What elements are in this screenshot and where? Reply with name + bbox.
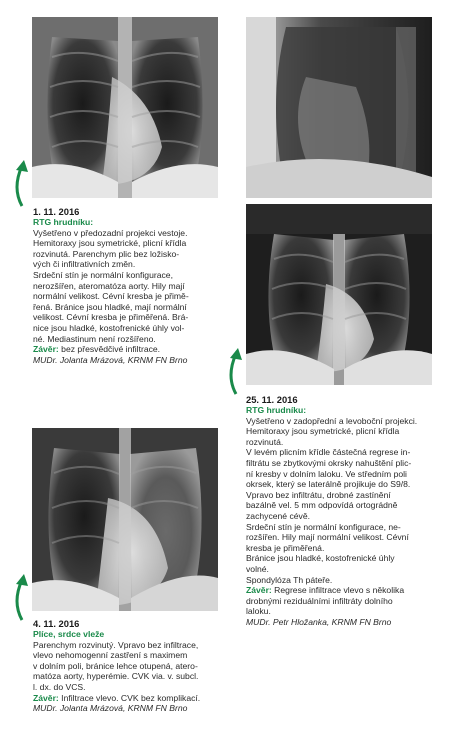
- caption-line: Hemitoraxy jsou symetrické, plicní křídla: [33, 238, 187, 249]
- caption-line: kresba je přiměřená.: [246, 542, 325, 553]
- caption-conclusion: [33, 693, 200, 704]
- caption-line: v dolním poli, bránice lehce otupená, atero-: [33, 660, 198, 671]
- caption-line: nice jsou hladké, kostofrenické úhly vol-: [33, 322, 185, 333]
- caption-line: řená. Bránice jsou hladké, mají normální: [33, 301, 187, 312]
- caption-signature: MUDr. Petr Hložanka, KRNM FN Brno: [246, 616, 392, 627]
- caption-heading: RTG hrudníku:: [33, 217, 94, 227]
- conclusion-text: Regrese infiltrace vlevo s několika: [271, 585, 405, 596]
- caption-line: nerozšířen, ateromatóza aorty. Hily mají: [33, 280, 185, 291]
- caption-line: okrsek, který se laterálně projikuje do S9/8.: [246, 479, 411, 490]
- conclusion-label: Závěr:: [33, 344, 59, 355]
- caption-line: V levém plicním křídle částečná regrese in-: [246, 447, 411, 458]
- caption-line: Vyšetřeno v zadopřední a levoboční projekci.: [246, 415, 418, 426]
- caption-line: volné.: [246, 563, 269, 574]
- caption-line: rozvinutá.: [246, 436, 284, 447]
- caption-conclusion: [246, 585, 417, 596]
- caption-line: filtrátu se zbytkovými okrsky nahuštění plic-: [246, 457, 412, 468]
- caption-line: velikost. Cévní kresba je přiměřená. Brá-: [33, 312, 189, 323]
- caption-line: Bránice jsou hladké, kostofrenické úhly: [246, 553, 395, 564]
- conclusion-text: bez přesvědčivé infiltrace.: [58, 344, 161, 355]
- curved-arrow-icon: [224, 346, 248, 396]
- caption-line: Vyšetřeno v předozadní projekci vestoje.: [33, 227, 188, 238]
- caption-signature: MUDr. Jolanta Mrázová, KRNM FN Brno: [33, 354, 188, 365]
- caption-line: rozvinutá. Parenchym plic bez ložisko-: [33, 248, 180, 259]
- caption-line: Vpravo bez infiltrátu, drobné zastínění: [246, 489, 391, 500]
- caption-line: vých či infiltrativních změn.: [33, 259, 136, 270]
- caption-line: vlevo nehomogenní zastření s maximem: [33, 650, 188, 661]
- caption-line: bazálně vel. 5 mm odpovídá ortográdně: [246, 500, 398, 511]
- caption-heading: Plíce, srdce vleže: [33, 629, 105, 639]
- caption-line: Srdeční stín je normální konfigurace,: [33, 269, 173, 280]
- caption-conclusion: [33, 344, 189, 355]
- caption-line: Parenchym rozvinutý. Vpravo bez infiltrace,: [33, 639, 199, 650]
- caption-1: [33, 206, 189, 365]
- caption-2: [246, 394, 417, 627]
- caption-line: matóza aorty, hyperémie. CVK via. v. subcl.: [33, 671, 199, 682]
- caption-line: Hemitoraxy jsou symetrické, plicní křídla: [246, 426, 400, 437]
- conclusion-text: Infiltrace vlevo. CVK bez komplikací.: [58, 692, 201, 703]
- curved-arrow-icon: [10, 572, 34, 622]
- caption-line: l. dx. do VCS.: [33, 681, 86, 692]
- conclusion-label: Závěr:: [246, 585, 272, 596]
- chest-xray-image-1: [32, 17, 218, 198]
- caption-line: drobnými reziduálními infiltráty dolního: [246, 595, 393, 606]
- curved-arrow-icon: [10, 158, 34, 208]
- caption-line: laloku.: [246, 606, 271, 617]
- caption-line: rozšířen. Hily mají normální velikost. Cévní: [246, 532, 409, 543]
- caption-line: normální velikost. Cévní kresba je přimě-: [33, 291, 189, 302]
- chest-xray-image-3: [246, 204, 432, 385]
- caption-line: ní kresby v dolním laloku. Ve středním poli: [246, 468, 407, 479]
- caption-3: [33, 618, 200, 714]
- conclusion-label: Závěr:: [33, 692, 59, 703]
- caption-signature: MUDr. Jolanta Mrázová, KRNM FN Brno: [33, 703, 188, 714]
- caption-heading: RTG hrudníku:: [246, 405, 307, 415]
- chest-xray-image-2: [246, 17, 432, 198]
- caption-date: 25. 11. 2016: [246, 394, 298, 405]
- caption-line: Spondylóza Th páteře.: [246, 574, 333, 585]
- caption-line: zachycené cévě.: [246, 510, 311, 521]
- caption-line: né. Mediastinum není rozšířeno.: [33, 333, 156, 344]
- caption-date: 4. 11. 2016: [33, 618, 80, 629]
- caption-line: Srdeční stín je normální konfigurace, ne-: [246, 521, 401, 532]
- chest-xray-image-4: [32, 428, 218, 611]
- caption-date: 1. 11. 2016: [33, 206, 80, 217]
